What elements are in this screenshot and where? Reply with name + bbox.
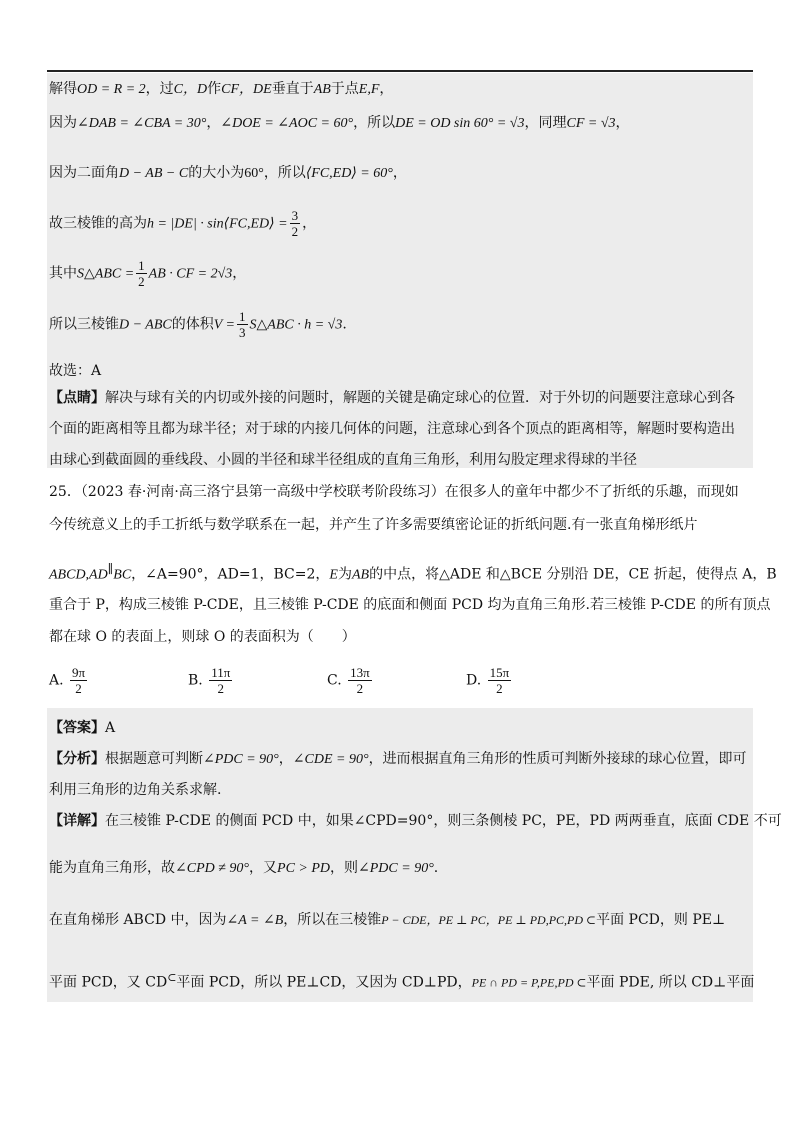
solution-choice: 故选：A: [49, 363, 102, 379]
analysis-line-1: 【分析】根据题意可判断∠PDC = 90°，∠CDE = 90°，进而根据直角三角形的性质可判断外接球的球心位置，即可: [49, 751, 747, 767]
question-line-1: 25．（2023 春·河南·高三洛宁县第一高级中学校联考阶段练习）在很多人的童年中都少不了折纸的乐趣，而现如: [49, 484, 739, 500]
question-line-5: 都在球 O 的表面上，则球 O 的表面积为（ ）: [49, 629, 356, 645]
option-b[interactable]: B. $\frac{11\pi}{2}$: [188, 665, 231, 696]
fraction: $\frac{1}{3}$: [239, 309, 246, 340]
solution-line-5: 其中S△ABC = $\frac{1}{2}$ AB · CF = 2√3，: [49, 258, 247, 289]
option-d[interactable]: D. $\frac{15\pi}{2}$: [466, 665, 510, 696]
answer-line: 【答案】A: [49, 720, 116, 736]
option-c[interactable]: C. $\frac{13\pi}{2}$: [327, 665, 370, 696]
question-line-2: 今传统意义上的手工折纸与数学联系在一起，并产生了许多需要缜密论证的折纸问题.有一张直角梯形纸片: [49, 517, 698, 533]
tip-line-2: 个面的距离相等且都为球半径；对于球的内接几何体的问题，注意球心到各个顶点的距离相等，解题时要构造出: [49, 421, 735, 437]
solution-line-6: 所以三棱锥D − ABC的体积V = $\frac{1}{3}$ S△ABC · h = √3.: [49, 309, 347, 340]
detail-line-3: 在直角梯形 ABCD 中，因为∠A = ∠B，所以在三棱锥P − CDE，PE ⊥ PC，PE ⊥ PD,PC,PD ⊂平面 PCD，则 PE⊥: [49, 912, 726, 928]
question-line-3: ABCD,AD∥BC，∠A=90°，AD=1，BC=2，E为AB的中点，将△ADE 和△BCE 分别沿 DE，CE 折起，使得点 A，B: [49, 562, 777, 583]
fraction: $\frac{3}{2}$: [291, 208, 299, 239]
solution-line-2: 因为∠DAB = ∠CBA = 30°，∠DOE = ∠AOC = 60°，所以DE = OD sin 60° = √3，同理CF = √3，: [49, 115, 630, 131]
tip-line-3: 由球心到截面圆的垂线段、小圆的半径和球半径组成的直角三角形，利用勾股定理求得球的半径: [49, 452, 637, 468]
solution-line-1: 解得OD = R = 2，过C，D作CF，DE垂直于AB于点E,F，: [49, 81, 394, 97]
question-line-4: 重合于 P，构成三棱锥 P-CDE，且三棱锥 P-CDE 的底面和侧面 PCD 均为直角三角形.若三棱锥 P-CDE 的所有顶点: [49, 597, 771, 613]
header-rule: [47, 70, 753, 72]
detail-line-1: 【详解】在三棱锥 P-CDE 的侧面 PCD 中，如果∠CPD=90°，则三条侧棱 PC，PE，PD 两两垂直，底面 CDE 不可: [49, 813, 782, 829]
solution-line-3: 因为二面角D − AB − C的大小为60°，所以⟨FC,ED⟩ = 60°，: [49, 165, 407, 181]
tip-line-1: 【点睛】解决与球有关的内切或外接的问题时，解题的关键是确定球心的位置．对于外切的问题要注意球心到各: [49, 390, 735, 406]
option-a[interactable]: A. $\frac{9\pi}{2}$: [49, 665, 86, 696]
analysis-line-2: 利用三角形的边角关系求解.: [49, 782, 222, 798]
detail-line-2: 能为直角三角形，故∠CPD ≠ 90°，又PC > PD，则∠PDC = 90°.: [49, 860, 439, 876]
detail-line-4: 平面 PCD，又 CD⊂平面 PCD，所以 PE⊥CD，又因为 CD⊥PD，PE ∩ PD = P,PE,PD ⊂平面 PDE, 所以 CD⊥平面: [49, 971, 755, 991]
fraction: $\frac{1}{2}$: [138, 258, 145, 289]
solution-line-4: 故三棱锥的高为h = |DE| · sin⟨FC,ED⟩ = $\frac{3}{2}$ ，: [49, 208, 317, 239]
